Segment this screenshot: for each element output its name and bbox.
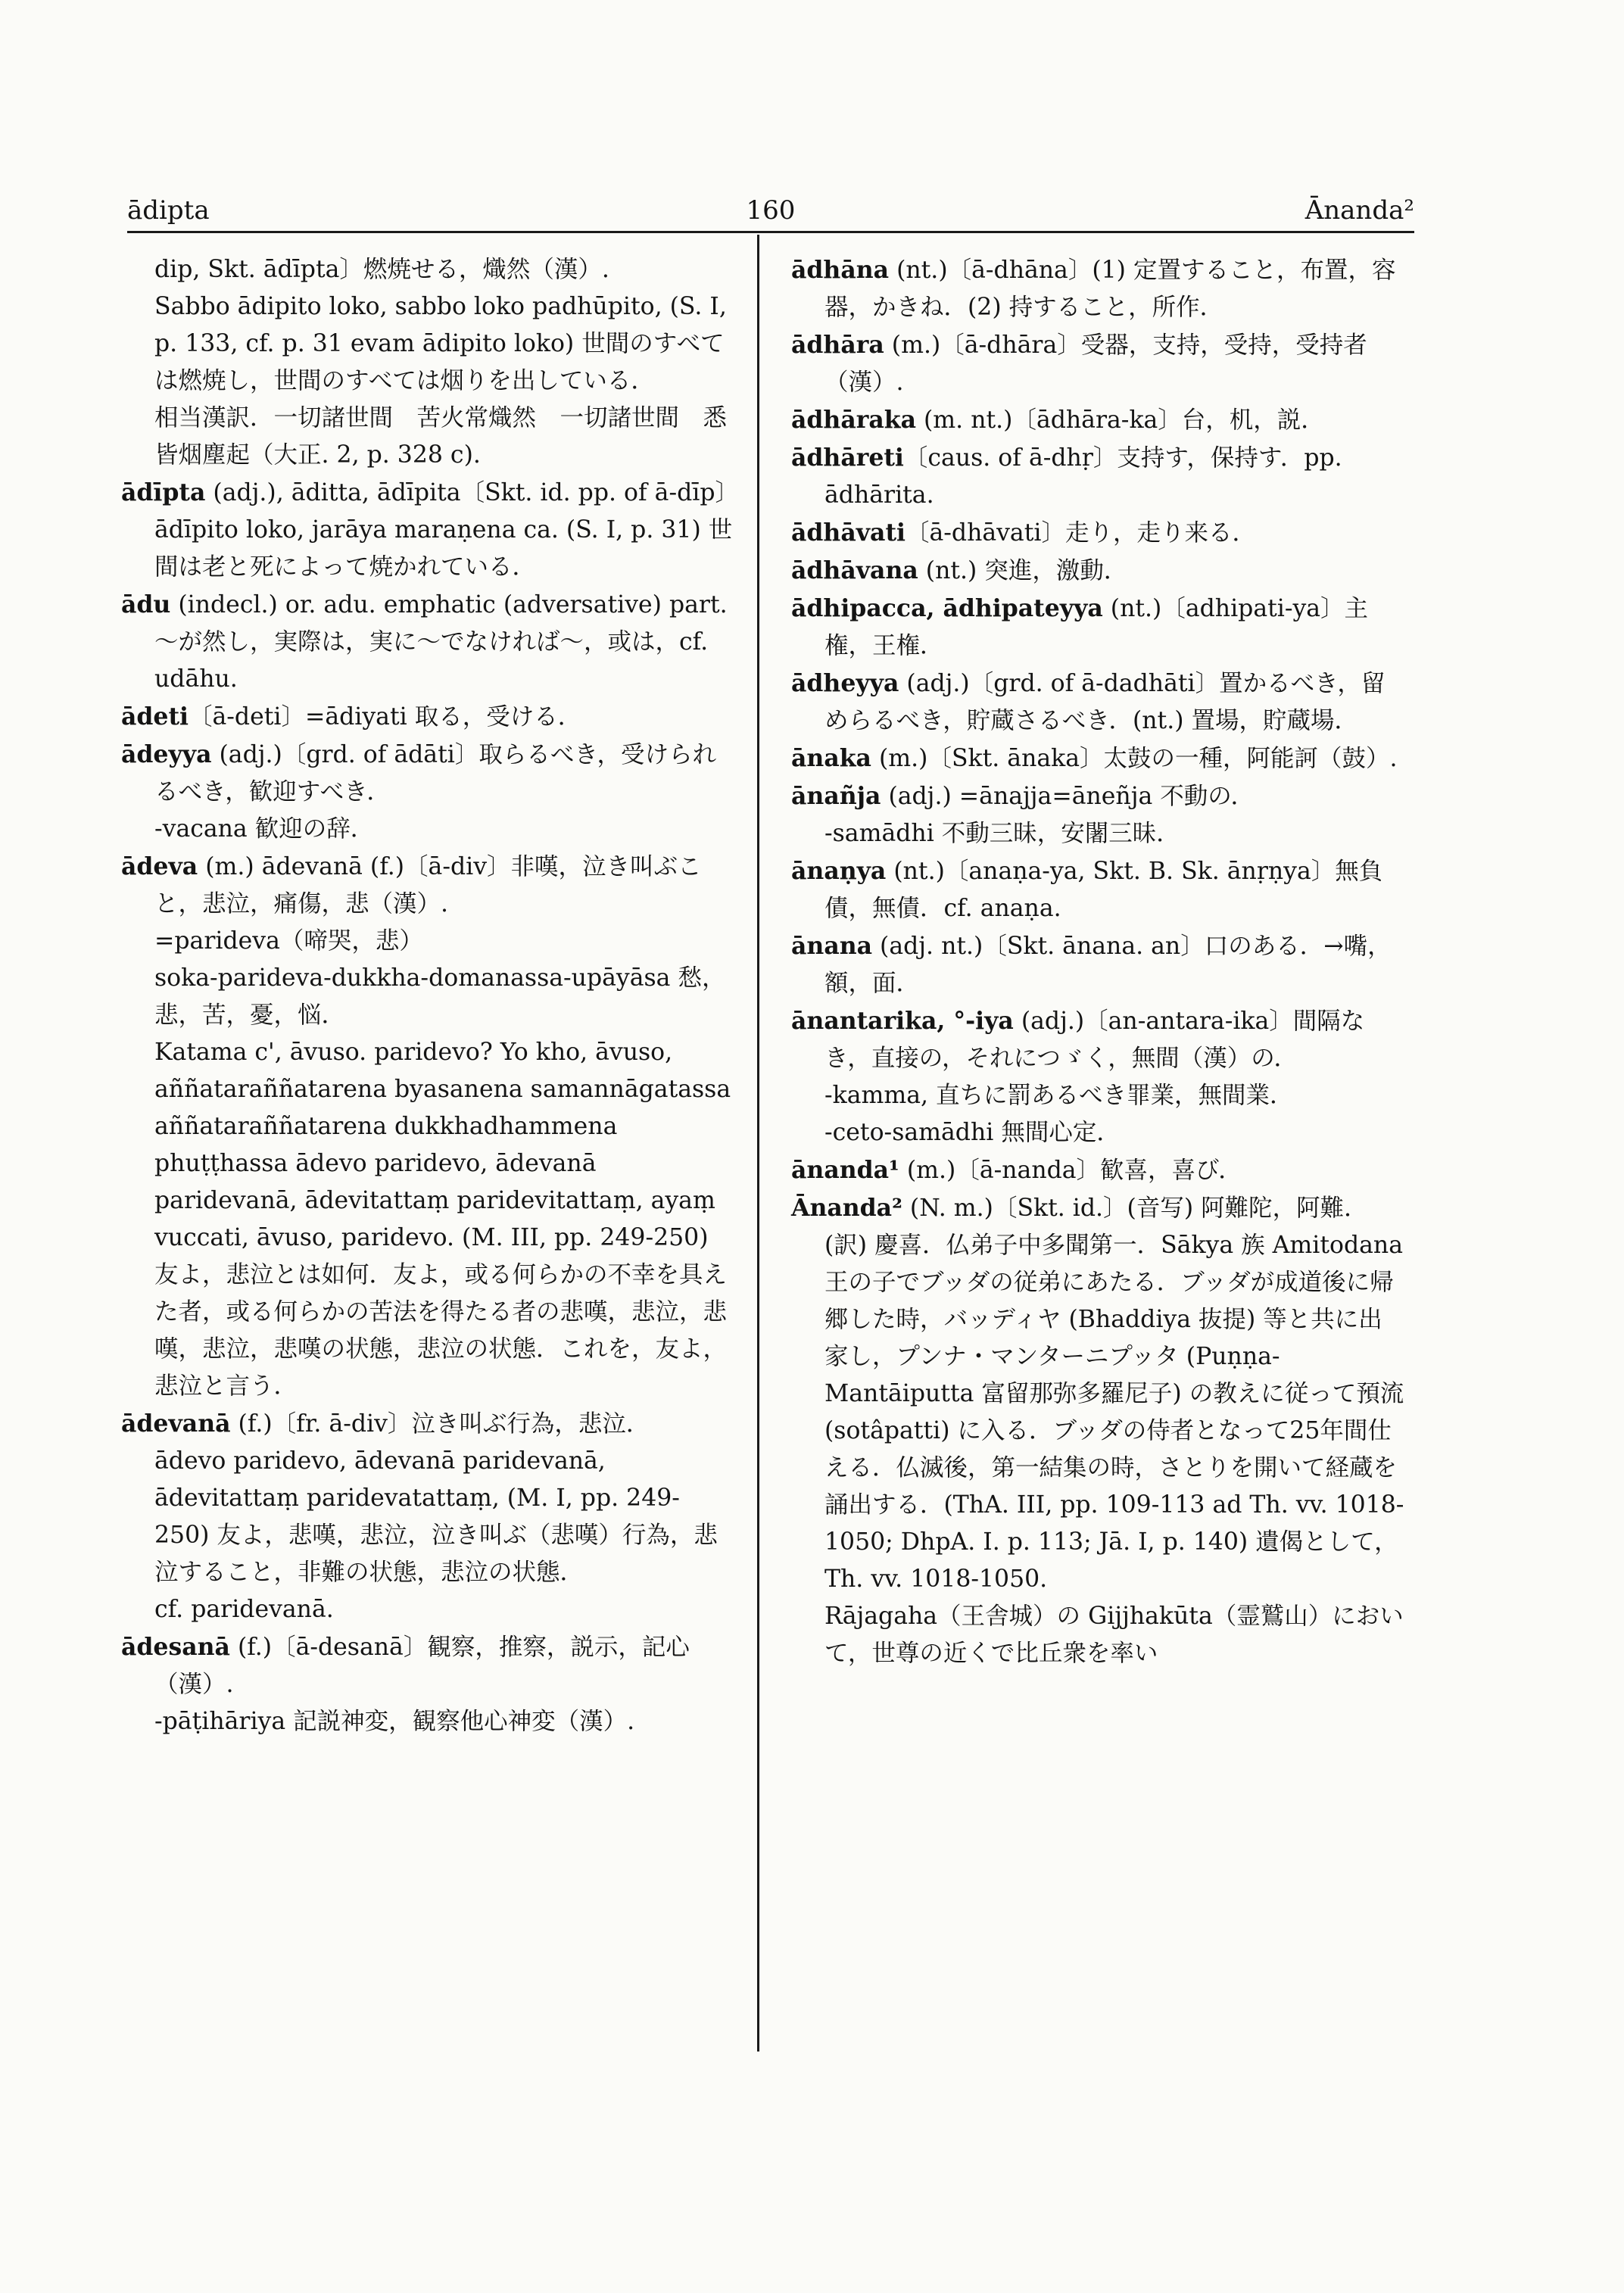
entry-headword: ānaka [791,744,871,772]
right-column [791,251,1404,1672]
entry-definition: 〔ā-dhāvati〕走り，走り来る． [905,519,1256,547]
dictionary-entry [121,698,734,736]
entry-headword: ādhāvana [791,556,918,584]
entry-headword: ādīpta [121,478,206,506]
dictionary-entry [791,740,1404,777]
entry-headword: ādhāra [791,331,884,359]
entry-definition: (N. m.)〔Skt. id.〕(音写) 阿難陀，阿難．(訳) 慶喜．仏弟子中多聞第一．Sākya 族 Amitodana 王の子でブッダの従弟にあたる．ブッダが成道後に帰郷した時，バッディヤ (Bhaddiya 抜提) 等と共に出家し，プンナ・マンターニプッタ (Puṇṇa-Mantāiputta 富留那弥多羅尼子) の教えに従って預流 (sotâpatti) に入る．ブッダの侍者となって25年間仕える．仏滅後，第一結集の時，さとりを開いて経蔵を誦出する．(ThA. III, pp. 109-113 ad Th. vv. 1018-1050; DhpA. I. p. 113; Jā. I, p. 140) 遺偈として，Th. vv. 1018-1050. [824,1195,1404,1593]
entry-definition: (f.)〔ā-desanā〕観察，推察，説示，記心（漢）. [154,1634,690,1698]
entry-continuation: Sabbo ādipito loko, sabbo loko padhūpito, (S. I, p. 133, cf. p. 31 evam ādipito loko) 世間のすべては燃焼し，世間のすべては烟りを出している． [154,293,727,394]
entry-continuation: dip, Skt. ādīpta〕燃焼せる，熾然（漢）. [154,256,609,283]
dictionary-entry [791,590,1404,665]
entry-headword: ānanda¹ [791,1156,899,1184]
dictionary-entry [791,251,1404,326]
dictionary-entry [121,1405,734,1443]
entry-definition: (nt.)〔anaṇa-ya, Skt. B. Sk. ānṛṇya〕無負債，無債．cf. anaṇa. [824,858,1383,922]
entry-headword: ādesanā [121,1633,230,1661]
entry-continuation: 相当漢訳．一切諸世間 苦火常熾然 一切諸世間 悉皆烟塵起（大正. 2, p. 328 c). [154,404,728,469]
entry-headword: ādhipacca, ādhipateyya [791,594,1103,622]
dictionary-entry [791,777,1404,815]
page-number: 160 [746,195,796,226]
entry-continuation: ādevo paridevo, ādevanā paridevanā, ādevitattaṃ paridevatattaṃ, (M. I, pp. 249-250) 友よ，悲嘆，悲泣，泣き叫ぶ（悲嘆）行為，悲泣すること，非難の状態，悲泣の状態． [154,1447,718,1586]
entry-headword: ādhāna [791,256,890,284]
entry-definition: (adj.) =ānajja=āneñja 不動の． [881,783,1255,810]
entry-definition: 〔ā-deti〕=ādiyati 取る，受ける． [189,703,582,731]
entry-definition: (f.)〔fr. ā-div〕泣き叫ぶ行為，悲泣． [230,1410,650,1438]
compound-subentry: -vacana 歓迎の辞． [154,815,375,843]
compound-subentry: -pāṭihāriya 記説神変，観察他心神変（漢）. [154,1708,635,1735]
dictionary-entry [121,736,734,811]
entry-continuation: soka-parideva-dukkha-domanassa-upāyāsa 愁，悲，苦，憂，悩． [154,964,726,1029]
entry-headword: Ānanda² [791,1194,902,1222]
entry-definition: (nt.) 突進，激動． [918,557,1128,584]
entry-definition: (adj. nt.)〔Skt. ānana. an〕口のある．→嘴，額，面． [824,933,1392,997]
entry-definition: (m. nt.)〔ādhāra-ka〕台，机，説． [916,407,1325,434]
entry-definition: (indecl.) or. adu. emphatic (adversative) part. ～が然し，実際は，実に～でなければ～，或は，cf. udāhu. [154,591,728,693]
dictionary-entry [791,852,1404,927]
entry-headword: ānaṇya [791,857,887,885]
entry-definition: (m.) ādevanā (f.)〔ā-div〕非嘆，泣き叫ぶこと，悲泣，痛傷，悲（漢）. [154,853,702,918]
dictionary-entry [121,474,734,586]
entry-headword: ādeti [121,703,189,731]
entry-continuation: Katama c', āvuso. paridevo? Yo kho, āvuso, aññataraññatarena byasanena samannāgatassa aññataraññatarena dukkhadhammena phuṭṭhassa ādevo paridevo, ādevanā paridevanā, ādevitattaṃ paridevitattaṃ, ayaṃ vuccati, āvuso, paridevo. (M. III, pp. 249-250) 友よ，悲泣とは如何．友よ，或る何らかの不幸を具えた者，或る何らかの苦法を得たる者の悲嘆，悲泣，悲嘆，悲泣，悲嘆の状態，悲泣の状態．これを，友よ，悲泣と言う． [154,1039,731,1400]
header-rule [127,231,1414,233]
dictionary-entry [791,552,1404,590]
entry-continuation: =parideva（啼哭，悲） [154,927,423,955]
compound-subentry: -kamma, 直ちに罰あるべき罪業，無間業． [824,1082,1294,1109]
entry-definition: (adj.), āditta, ādīpita〔Skt. id. pp. of ā-dīp〕ādīpito loko, jarāya maraṇena ca. (S. I, p. 31) 世間は老と死によって焼かれている． [154,479,733,581]
dictionary-entry [121,1628,734,1703]
entry-headword: ādeyya [121,740,212,768]
dictionary-entry [121,848,734,923]
compound-subentry: -ceto-samādhi 無間心定． [824,1119,1121,1146]
entry-headword: ādheyya [791,669,899,697]
dictionary-entry [791,1189,1404,1598]
entry-headword: ānantarika, °-iya [791,1007,1014,1035]
entry-headword: ādevanā [121,1410,231,1438]
dictionary-entry [121,586,734,698]
compound-subentry: -samādhi 不動三昧，安闍三昧． [824,820,1180,847]
running-head-left: ādipta [127,195,210,226]
dictionary-entry [791,401,1404,439]
entry-definition: (nt.)〔ā-dhāna〕(1) 定置すること，布置，容器，かきね．(2) 持すること，所作． [824,257,1396,321]
entry-definition: (nt.)〔adhipati-ya〕主権，王権． [824,595,1369,659]
entry-headword: ānañja [791,782,881,810]
dictionary-entry [791,1151,1404,1189]
dictionary-entry [791,665,1404,740]
entry-headword: ānana [791,932,873,960]
entry-definition: (adj.)〔grd. of ā-dadhāti〕置かるべき，留めらるべき，貯蔵さるべき．(nt.) 置場，貯蔵場． [824,670,1386,734]
dictionary-entry [791,326,1404,401]
entry-definition: 〔caus. of ā-dhṛ〕支持す，保持す．pp. ādhārita. [824,444,1342,509]
entry-definition: (m.)〔ā-nanda〕歓喜，喜び． [899,1157,1242,1184]
dictionary-entry [791,514,1404,552]
entry-definition: (adj.)〔grd. of ādāti〕取らるべき，受けられるべき，歓迎すべき． [154,741,717,805]
dictionary-entry [791,1002,1404,1077]
entry-continuation: cf. paridevanā. [154,1596,334,1623]
running-head-right: Ānanda² [1304,195,1414,226]
column-divider [757,235,759,2052]
entry-definition: (m.)〔Skt. ānaka〕太鼓の一種，阿能訶（鼓）. [871,745,1398,772]
entry-definition: (adj.)〔an-antara-ika〕間隔なき，直接の，それにつゞく，無間（漢）の． [824,1008,1365,1072]
entry-headword: ādhāvati [791,519,906,547]
dictionary-entry [791,439,1404,514]
entry-definition: (m.)〔ā-dhāra〕受器，支持，受持，受持者（漢）. [824,332,1367,396]
entry-headword: ādhāreti [791,444,904,472]
entry-headword: ādeva [121,852,198,880]
dictionary-entry [791,927,1404,1002]
entry-headword: ādhāraka [791,406,916,434]
entry-continuation: Rājagaha（王舎城）の Gijjhakūta（霊鷲山）において，世尊の近くで比丘衆を率い [824,1603,1404,1667]
left-column [121,251,734,1740]
entry-headword: ādu [121,590,171,618]
